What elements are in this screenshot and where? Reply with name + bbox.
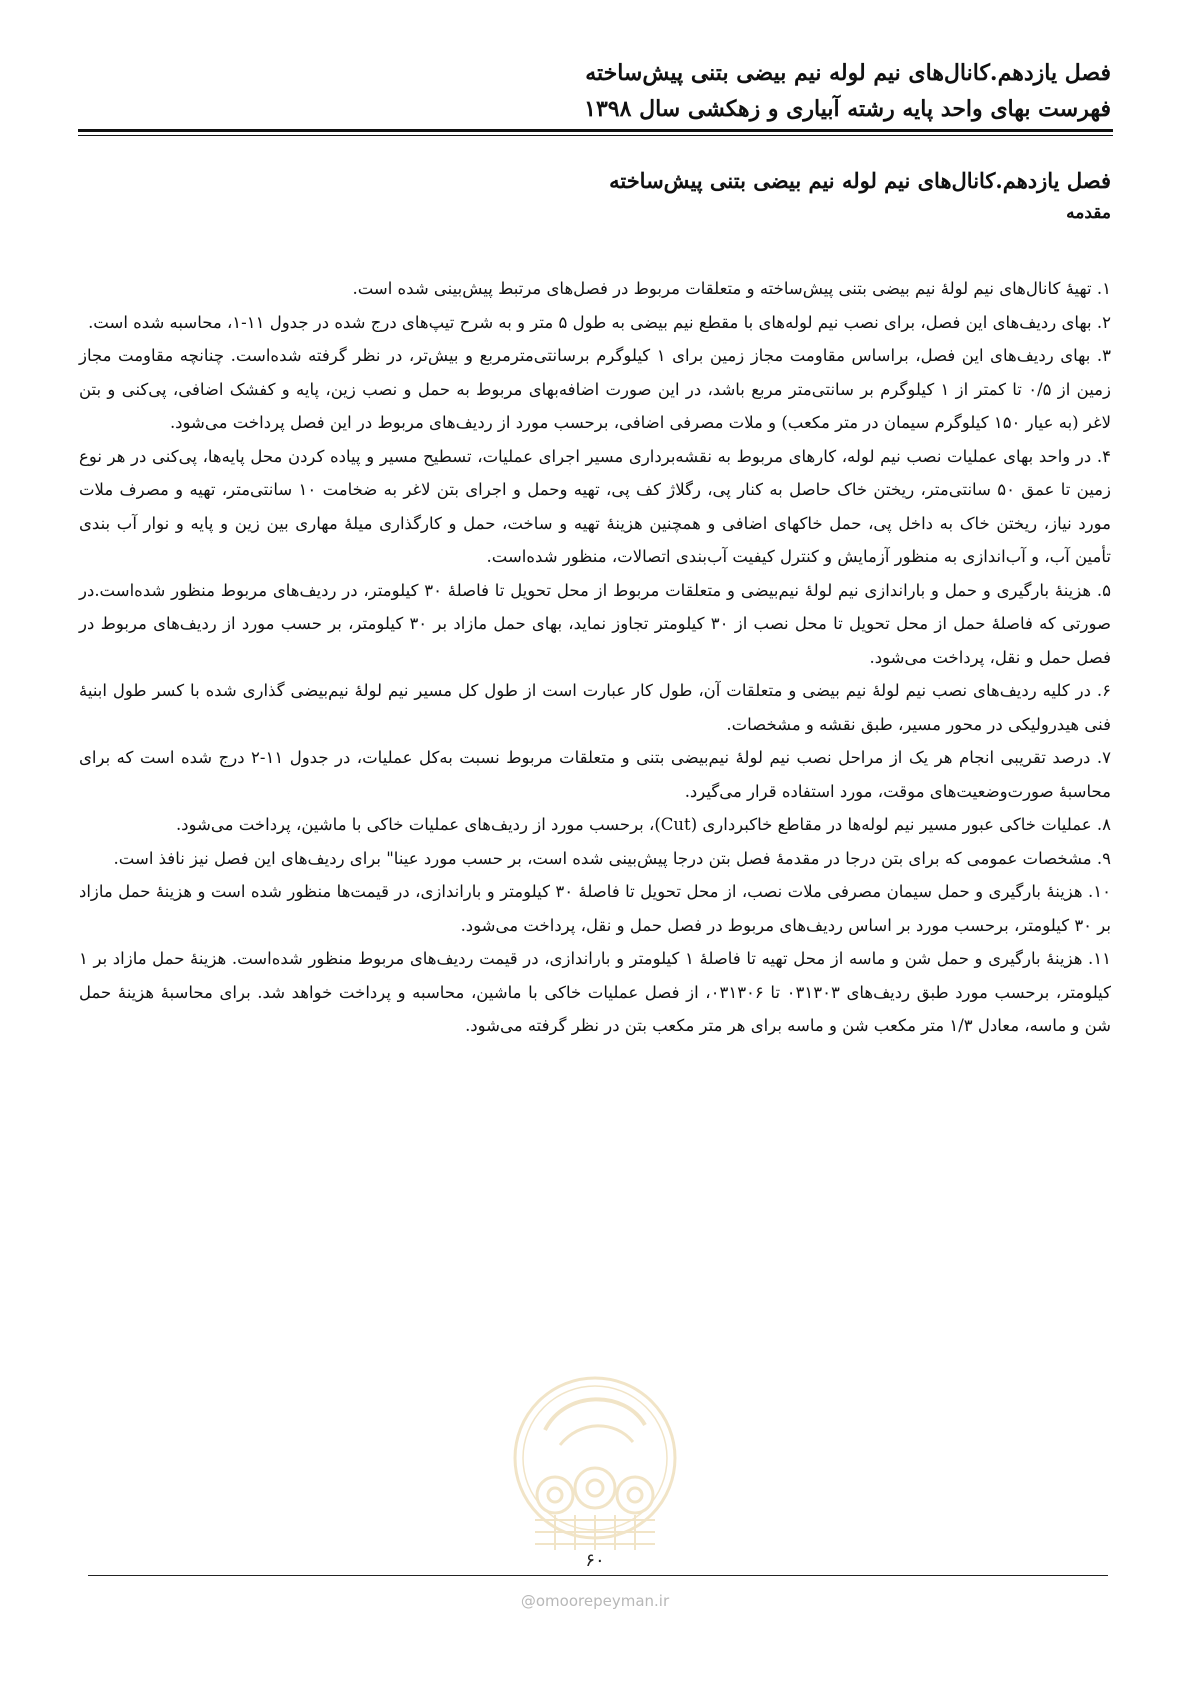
paragraph-1: ۱. تهیهٔ کانال‌های نیم لولهٔ نیم بیضی بتنی پیش‌ساخته و متعلقات مربوط در فصل‌های مرتبط پیش‌بینی شده است. [352,279,1111,298]
paragraph-7: ۷. درصد تقریبی انجام هر یک از مراحل نصب نیم لولهٔ نیم‌بیضی بتنی و متعلقات مربوط نسبت به‌کل عملیات، در جدول ۱۱-۲ درج شده است که برای محاسبهٔ صورت‌وضعیت‌های موقت، مورد استفاده قرار می‌گیرد. [79,748,1111,801]
paragraph-4: ۴. در واحد بهای عملیات نصب نیم لوله، کارهای مربوط به نقشه‌برداری مسیر اجرای عملیات، تسطیح مسیر و پیاده کردن محل پایه‌ها، پی‌کنی در هر نوع زمین تا عمق ۵۰ سانتی‌متر، ریختن خاک حاصل به کنار پی، رگلاژ کف پی، تهیه وحمل و اجرای بتن لاغر به ضخامت ۱۰ سانتی‌متر، تهیه و مصرف ملات مورد نیاز، ریختن خاک به داخل پی، حمل خاکهای اضافی و همچنین هزینهٔ تهیه و ساخت، حمل و کارگذاری میلهٔ مهاری بین زین و پایه و نوار آب بندی تأمین آب، و آب‌اندازی به منظور آزمایش و کنترل کیفیت آب‌بندی اتصالات، منظور شده‌است. [79,446,1111,566]
section-subtitle: مقدمه [1066,203,1111,223]
header-rule-thick [78,129,1113,132]
section-title: فصل یازدهم.کانال‌های نیم لوله نیم بیضی بتنی پیش‌ساخته [609,168,1111,193]
running-header [79,55,1111,127]
paragraph-11: ۱۱. هزینهٔ بارگیری و حمل شن و ماسه از محل تهیه تا فاصلهٔ ۱ کیلومتر و باراندازی، در قیمت ردیف‌های مربوط منظور شده‌است. هزینهٔ حمل مازاد بر ۱ کیلومتر، برحسب مورد طبق ردیف‌های ۰۳۱۳۰۳ تا ۰۳۱۳۰۶، از فصل عملیات خاکی با ماشین، محاسبه و پرداخت خواهد شد. برای محاسبهٔ هزینهٔ حمل شن و ماسه، معادل ۱/۳ متر مکعب شن و ماسه برای هر متر مکعب بتن در نظر گرفته می‌شود. [79,949,1111,1035]
price-list-line: فهرست بهای واحد پایه رشته آبیاری و زهکشی سال ۱۳۹۸ [584,96,1111,122]
chapter-line: فصل یازدهم.کانال‌های نیم لوله نیم بیضی بتنی پیش‌ساخته [585,60,1111,86]
omoorepeyman-seal-icon [505,1370,685,1570]
paragraph-9: ۹. مشخصات عمومی که برای بتن درجا در مقدمهٔ فصل بتن درجا پیش‌بینی شده است، بر حسب مورد عینا" برای ردیف‌های این فصل نیز نافذ است. [113,848,1111,868]
paragraph-3: ۳. بهای ردیف‌های این فصل، براساس مقاومت مجاز زمین برای ۱ کیلوگرم برسانتی‌مترمربع و بیش‌تر، در نظر گرفته شده‌است. چنانچه مقاومت مجاز زمین از ۰/۵ تا کمتر از ۱ کیلوگرم بر سانتی‌متر مربع باشد، در این صورت اضافه‌بهای مربوط به حمل و نصب زین، پایه و کفشک اضافی، پی‌کنی و بتن لاغر (به عیار ۱۵۰ کیلوگرم سیمان در متر مکعب) و ملات مصرفی اضافی، برحسب مورد از ردیف‌های مربوط در این فصل پرداخت می‌شود. [79,346,1111,432]
body-text [79,272,1111,1043]
page-number: ۶۰ [585,1550,605,1571]
paragraph-6: ۶. در کلیه ردیف‌های نصب نیم لولهٔ نیم بیضی و متعلقات آن، طول کار عبارت است از طول کل مسیر نیم لولهٔ نیم‌بیضی گذاری شده با کسر طول ابنیهٔ فنی هیدرولیکی در محور مسیر، طبق نقشه و مشخصات. [79,681,1111,734]
paragraph-5: ۵. هزینهٔ بارگیری و حمل و باراندازی نیم لولهٔ نیم‌بیضی و متعلقات مربوط از محل تحویل تا فاصلهٔ ۳۰ کیلومتر، در ردیف‌های مربوط منظور شده‌است.در صورتی که فاصلهٔ حمل از محل تحویل تا محل نصب از ۳۰ کیلومتر تجاوز نماید، بهای حمل مازاد بر ۳۰ کیلومتر، بر حسب مورد از ردیف‌های مربوط در فصل حمل و نقل، پرداخت می‌شود. [79,580,1111,667]
paragraph-8: ۸. عملیات خاکی عبور مسیر نیم لوله‌ها در مقاطع خاکبرداری (Cut)، برحسب مورد از ردیف‌های عملیات خاکی با ماشین، پرداخت می‌شود. [175,815,1111,834]
section-heading [79,165,1111,227]
header-rule-thin [78,135,1113,136]
footer-rule [88,1575,1108,1576]
paragraph-10: ۱۰. هزینهٔ بارگیری و حمل سیمان مصرفی ملات نصب، از محل تحویل تا فاصلهٔ ۳۰ کیلومتر و باراندازی، در قیمت‌ها منظور شده است و هزینهٔ حمل مازاد بر ۳۰ کیلومتر، برحسب مورد بر اساس ردیف‌های مربوط در فصل حمل و نقل، پرداخت می‌شود. [79,882,1112,935]
footer-handle: @omoorepeyman.ir [520,1592,670,1610]
paragraph-2: ۲. بهای ردیف‌های این فصل، برای نصب نیم لوله‌های با مقطع نیم بیضی به طول ۵ متر و به شرح تیپ‌های درج شده در جدول ۱۱-۱، محاسبه شده است. [88,312,1111,332]
